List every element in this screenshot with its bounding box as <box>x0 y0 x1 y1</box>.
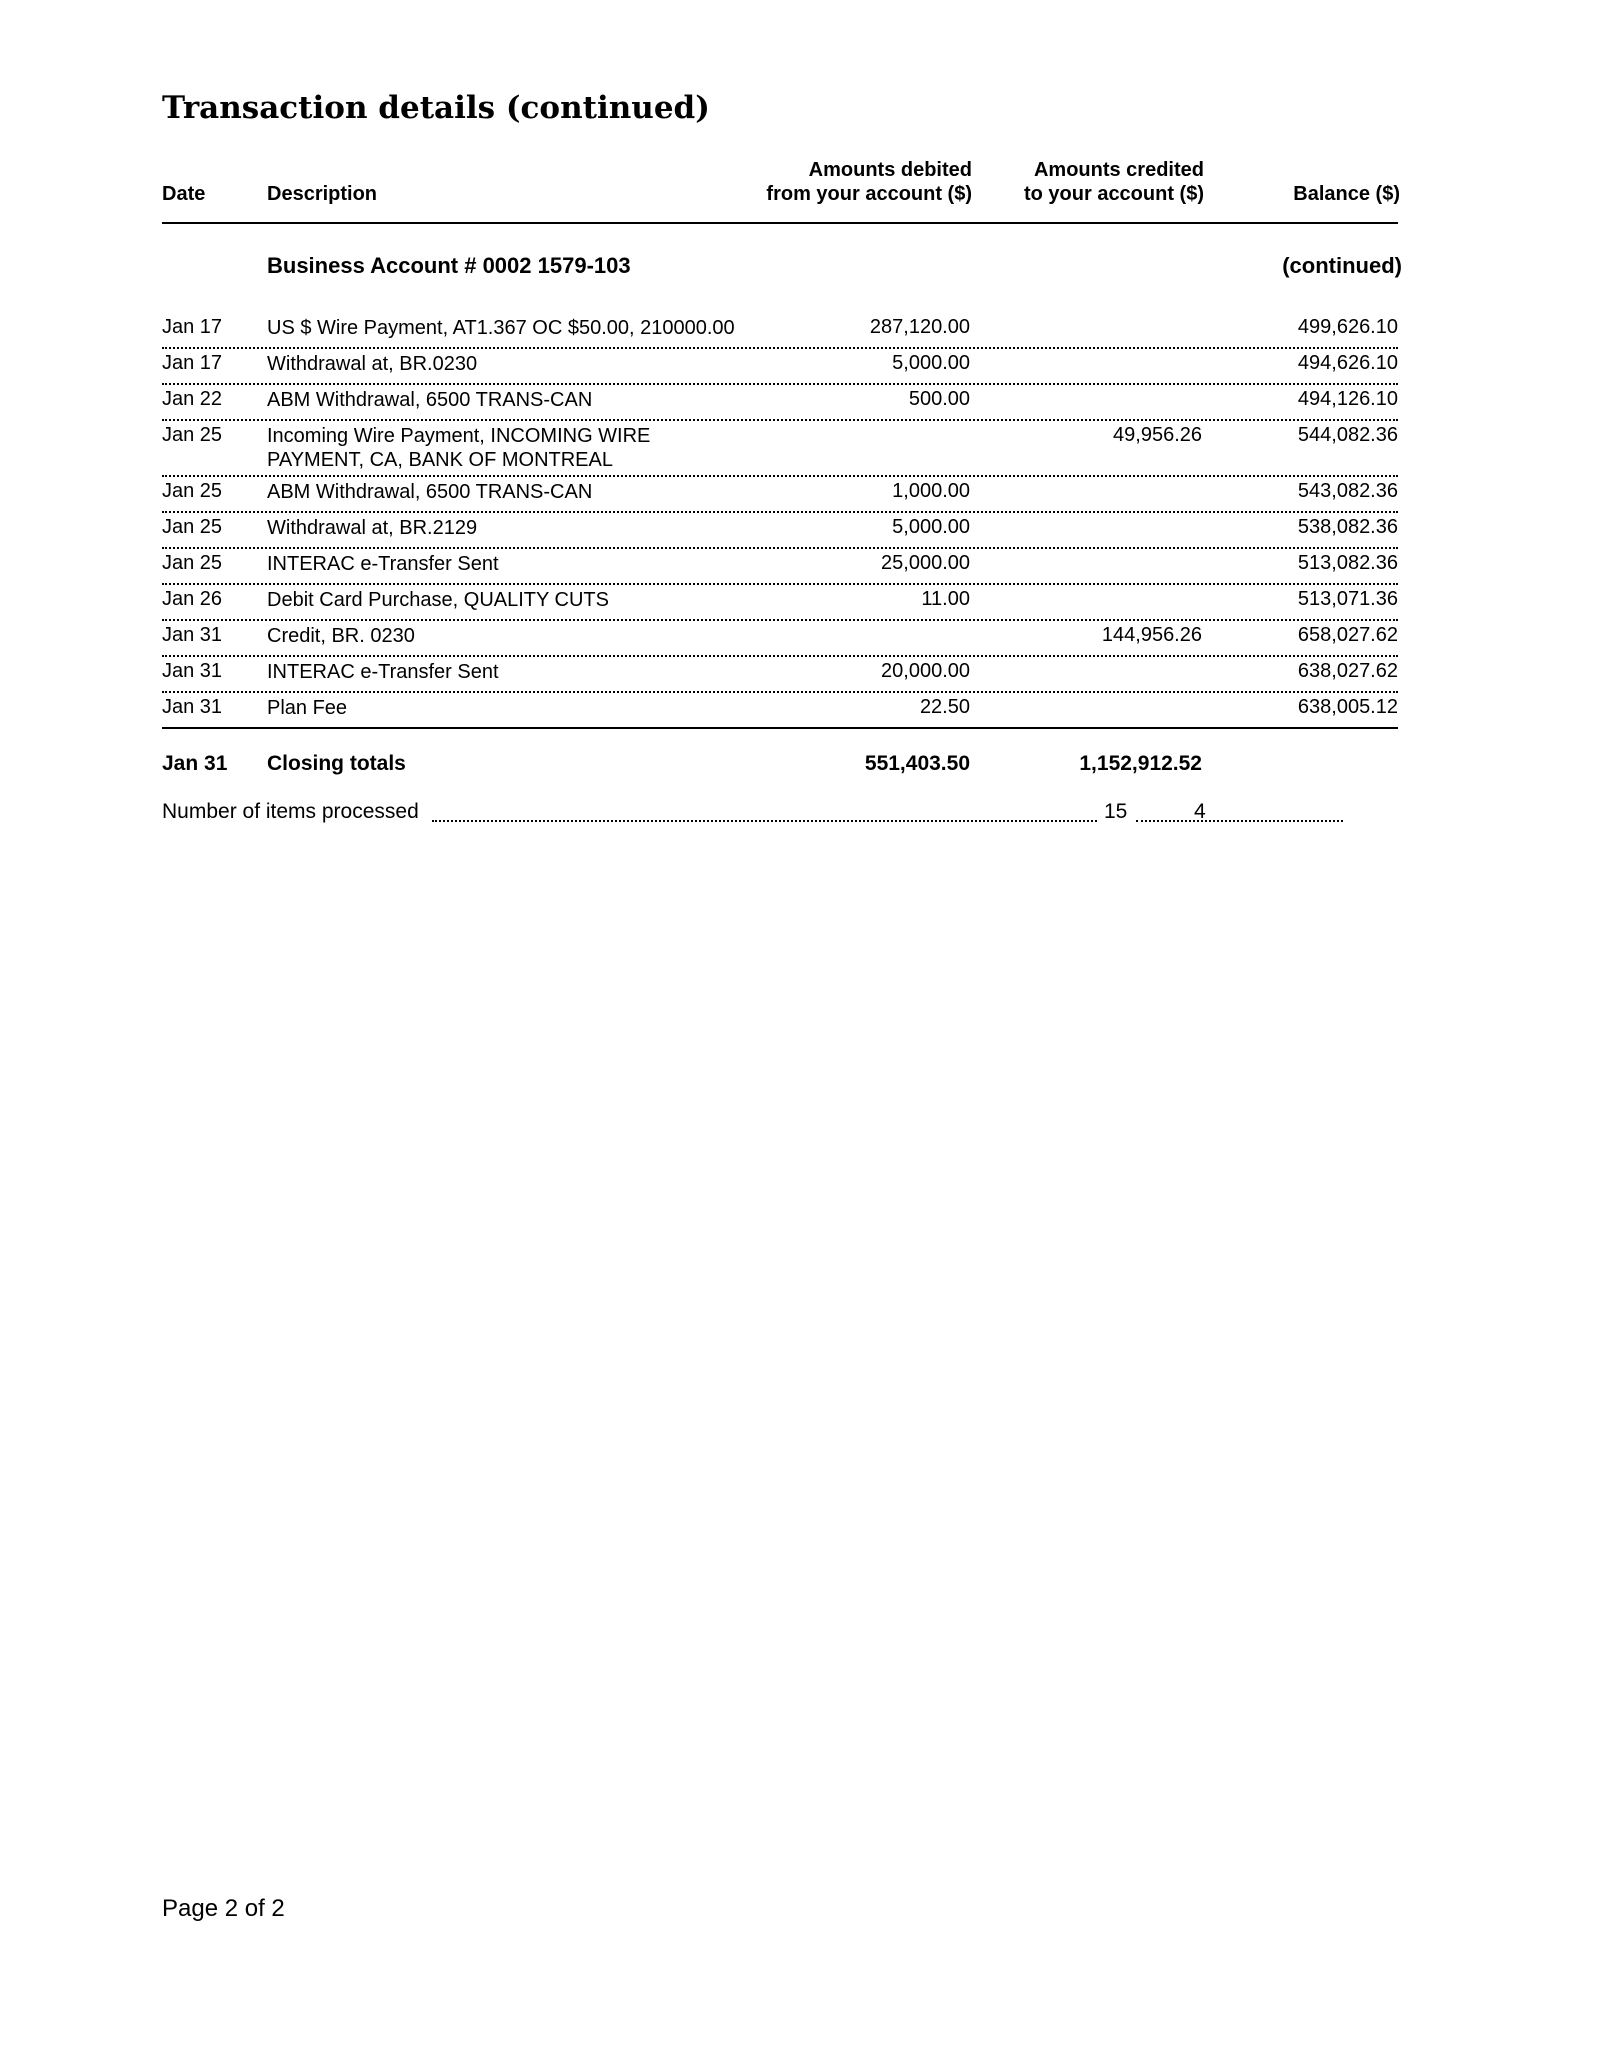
row-date: Jan 25 <box>162 552 223 574</box>
row-balance: 638,005.12 <box>1297 696 1398 718</box>
row-description: Debit Card Purchase, QUALITY CUTS <box>267 589 609 611</box>
row-balance: 658,027.62 <box>1297 624 1398 646</box>
table-row <box>162 349 1398 385</box>
table-row <box>162 513 1398 549</box>
row-description: INTERAC e-Transfer Sent <box>267 661 499 683</box>
header-divider <box>162 222 1398 224</box>
row-description: Incoming Wire Payment, INCOMING WIRE PAYMENT, CA, BANK OF MONTREAL <box>267 425 651 471</box>
row-credit-amount: 49,956.26 <box>1113 424 1202 446</box>
row-date: Jan 31 <box>162 696 223 718</box>
column-header-credit-line1: Amounts credited <box>1033 159 1204 181</box>
table-row <box>162 657 1398 693</box>
row-balance: 513,071.36 <box>1297 588 1398 610</box>
row-debit-amount: 5,000.00 <box>892 516 970 538</box>
closing-totals-row <box>162 752 1398 782</box>
column-header-balance: Balance ($) <box>1293 183 1400 205</box>
table-row <box>162 313 1398 349</box>
table-row <box>162 693 1398 729</box>
row-date: Jan 25 <box>162 516 223 538</box>
row-balance: 494,126.10 <box>1297 388 1398 410</box>
transaction-table <box>162 313 1398 729</box>
column-header-debit-line2: from your account ($) <box>766 183 972 205</box>
table-row <box>162 421 1398 477</box>
totals-date: Jan 31 <box>162 752 228 775</box>
column-header-debit-line1: Amounts debited <box>808 159 972 181</box>
row-description: Plan Fee <box>267 697 348 719</box>
table-row <box>162 477 1398 513</box>
row-description: Credit, BR. 0230 <box>267 625 415 647</box>
row-description: Withdrawal at, BR.2129 <box>267 517 478 539</box>
row-debit-amount: 22.50 <box>919 696 970 718</box>
column-header-credit <box>1024 158 1204 206</box>
page-title: Transaction details (continued) <box>162 90 710 126</box>
row-balance: 543,082.36 <box>1297 480 1398 502</box>
row-description: Withdrawal at, BR.0230 <box>267 353 478 375</box>
totals-credit: 1,152,912.52 <box>1079 752 1202 775</box>
row-debit-amount: 500.00 <box>908 388 970 410</box>
row-debit-amount: 25,000.00 <box>881 552 970 574</box>
row-debit-amount: 1,000.00 <box>892 480 970 502</box>
items-processed-line <box>162 800 1212 830</box>
table-row <box>162 385 1398 421</box>
row-balance: 538,082.36 <box>1297 516 1398 538</box>
row-description: ABM Withdrawal, 6500 TRANS-CAN <box>267 389 593 411</box>
table-row <box>162 549 1398 585</box>
column-header-credit-line2: to your account ($) <box>1023 183 1204 205</box>
row-date: Jan 31 <box>162 624 223 646</box>
row-debit-amount: 20,000.00 <box>881 660 970 682</box>
page-number: Page 2 of 2 <box>162 1895 285 1922</box>
row-debit-amount: 11.00 <box>921 588 970 610</box>
row-date: Jan 17 <box>162 352 223 374</box>
row-date: Jan 31 <box>162 660 223 682</box>
account-title: Business Account # 0002 1579-103 <box>267 253 631 278</box>
column-header-debit <box>766 158 972 206</box>
column-header-description: Description <box>267 183 378 205</box>
row-credit-amount: 144,956.26 <box>1101 624 1202 646</box>
totals-label: Closing totals <box>267 752 406 775</box>
dot-leader <box>432 820 1097 822</box>
row-balance: 513,082.36 <box>1297 552 1398 574</box>
row-date: Jan 25 <box>162 480 223 502</box>
row-date: Jan 17 <box>162 316 223 338</box>
row-balance: 499,626.10 <box>1297 316 1398 338</box>
row-debit-amount: 287,120.00 <box>869 316 970 338</box>
items-processed-label: Number of items processed <box>162 800 423 824</box>
row-date: Jan 25 <box>162 424 223 446</box>
table-row <box>162 621 1398 657</box>
row-balance: 638,027.62 <box>1297 660 1398 682</box>
items-processed-debit-count: 15 <box>1104 800 1128 823</box>
row-date: Jan 26 <box>162 588 223 610</box>
row-balance: 544,082.36 <box>1297 424 1398 446</box>
row-balance: 494,626.10 <box>1297 352 1398 374</box>
row-date: Jan 22 <box>162 388 223 410</box>
row-description: US $ Wire Payment, AT1.367 OC $50.00, 210000.00 <box>267 317 735 339</box>
row-debit-amount: 5,000.00 <box>892 352 970 374</box>
items-processed-credit-count: 4 <box>1194 800 1206 823</box>
row-description: INTERAC e-Transfer Sent <box>267 553 499 575</box>
table-row <box>162 585 1398 621</box>
column-header-date: Date <box>162 183 206 205</box>
account-continued-label: (continued) <box>1282 253 1402 278</box>
totals-debit: 551,403.50 <box>864 752 970 775</box>
dot-leader <box>1136 820 1343 822</box>
row-description: ABM Withdrawal, 6500 TRANS-CAN <box>267 481 593 503</box>
